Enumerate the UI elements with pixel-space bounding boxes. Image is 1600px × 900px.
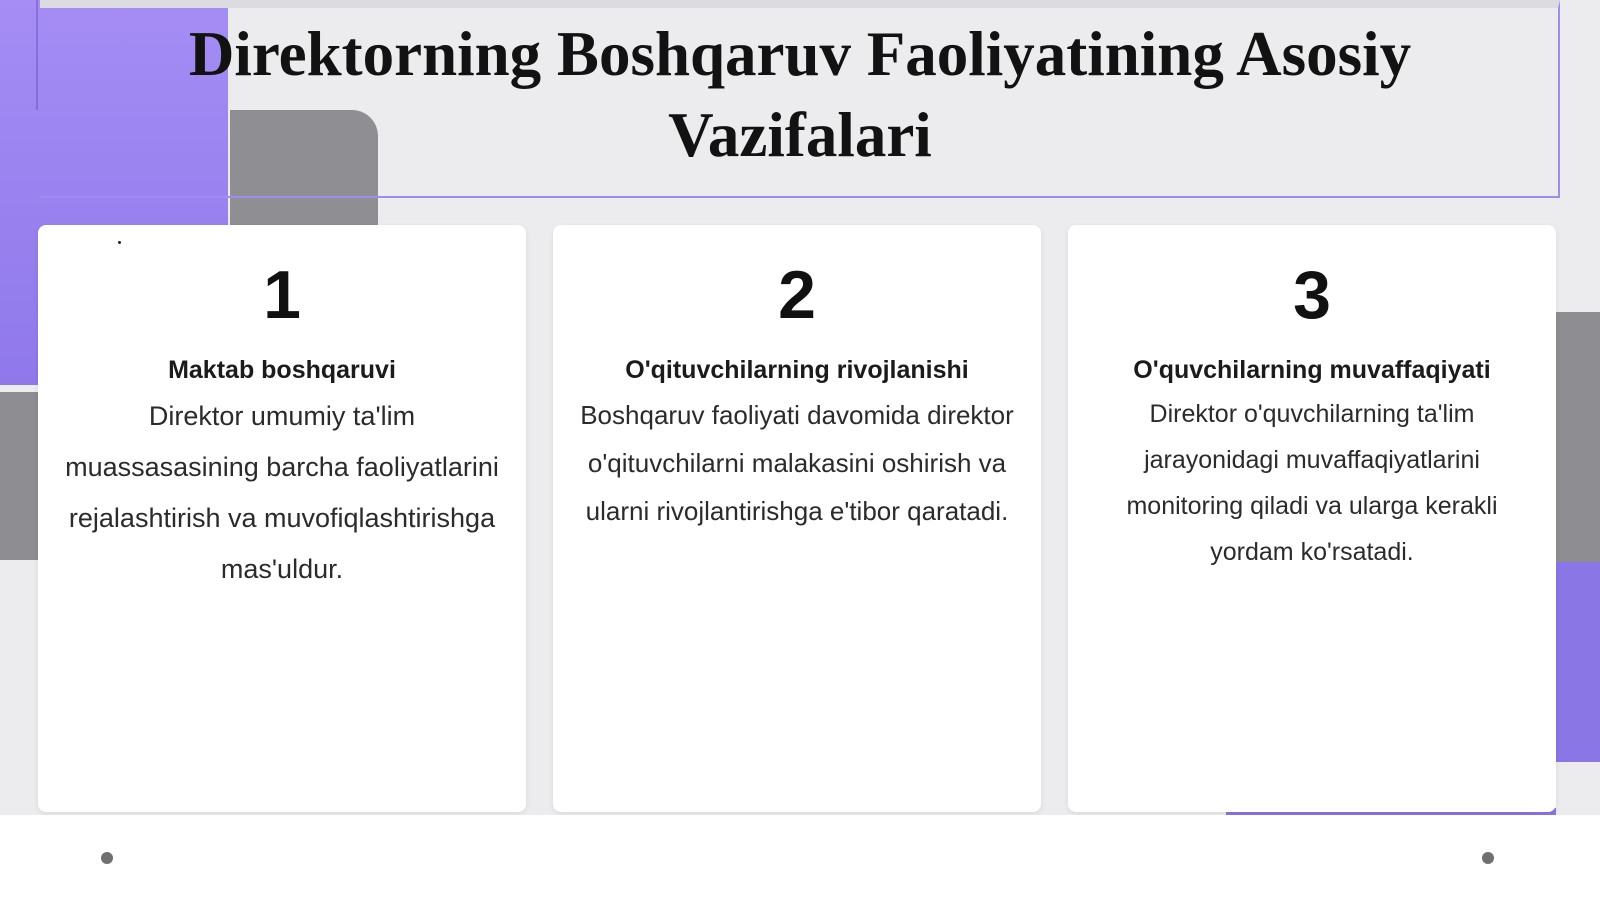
decorative-gray-block-left [0, 392, 40, 560]
card-heading: Maktab boshqaruvi [168, 356, 396, 384]
card-3 [1068, 225, 1556, 812]
card-text: Direktor o'quvchilarning ta'lim jarayonidagi muvaffaqiyatlarini monitoring qiladi va ularga kerakli yordam ko'rsatadi. [1126, 400, 1498, 566]
card-number: 3 [1293, 257, 1331, 333]
card-text: Boshqaruv faoliyati davomida direktor o'qituvchilarni malakasini oshirish va ularni rivojlantirishga e'tibor qaratadi. [580, 400, 1014, 526]
previous-slide-dot[interactable] [101, 852, 113, 864]
card-2 [553, 225, 1041, 812]
decorative-line [36, 0, 38, 110]
card-text: Direktor umumiy ta'lim muassasasining barcha faoliyatlarini rejalashtirish va muvofiqlashtirishga mas'uldur. [65, 401, 499, 584]
slide-title: Direktorning Boshqaruv Faoliyatining Asosiy Vazifalari [188, 19, 1412, 170]
decorative-purple-block-right [1556, 562, 1600, 762]
next-slide-dot[interactable] [1482, 852, 1494, 864]
card-heading: O'qituvchilarning rivojlanishi [625, 356, 969, 384]
card-number: 1 [263, 257, 301, 333]
card-number: 2 [778, 257, 816, 333]
decorative-gray-block-right [1556, 312, 1600, 562]
speck-dot [118, 241, 121, 244]
card-heading: O'quvchilarning muvaffaqiyati [1133, 356, 1491, 384]
card-1 [38, 225, 526, 812]
